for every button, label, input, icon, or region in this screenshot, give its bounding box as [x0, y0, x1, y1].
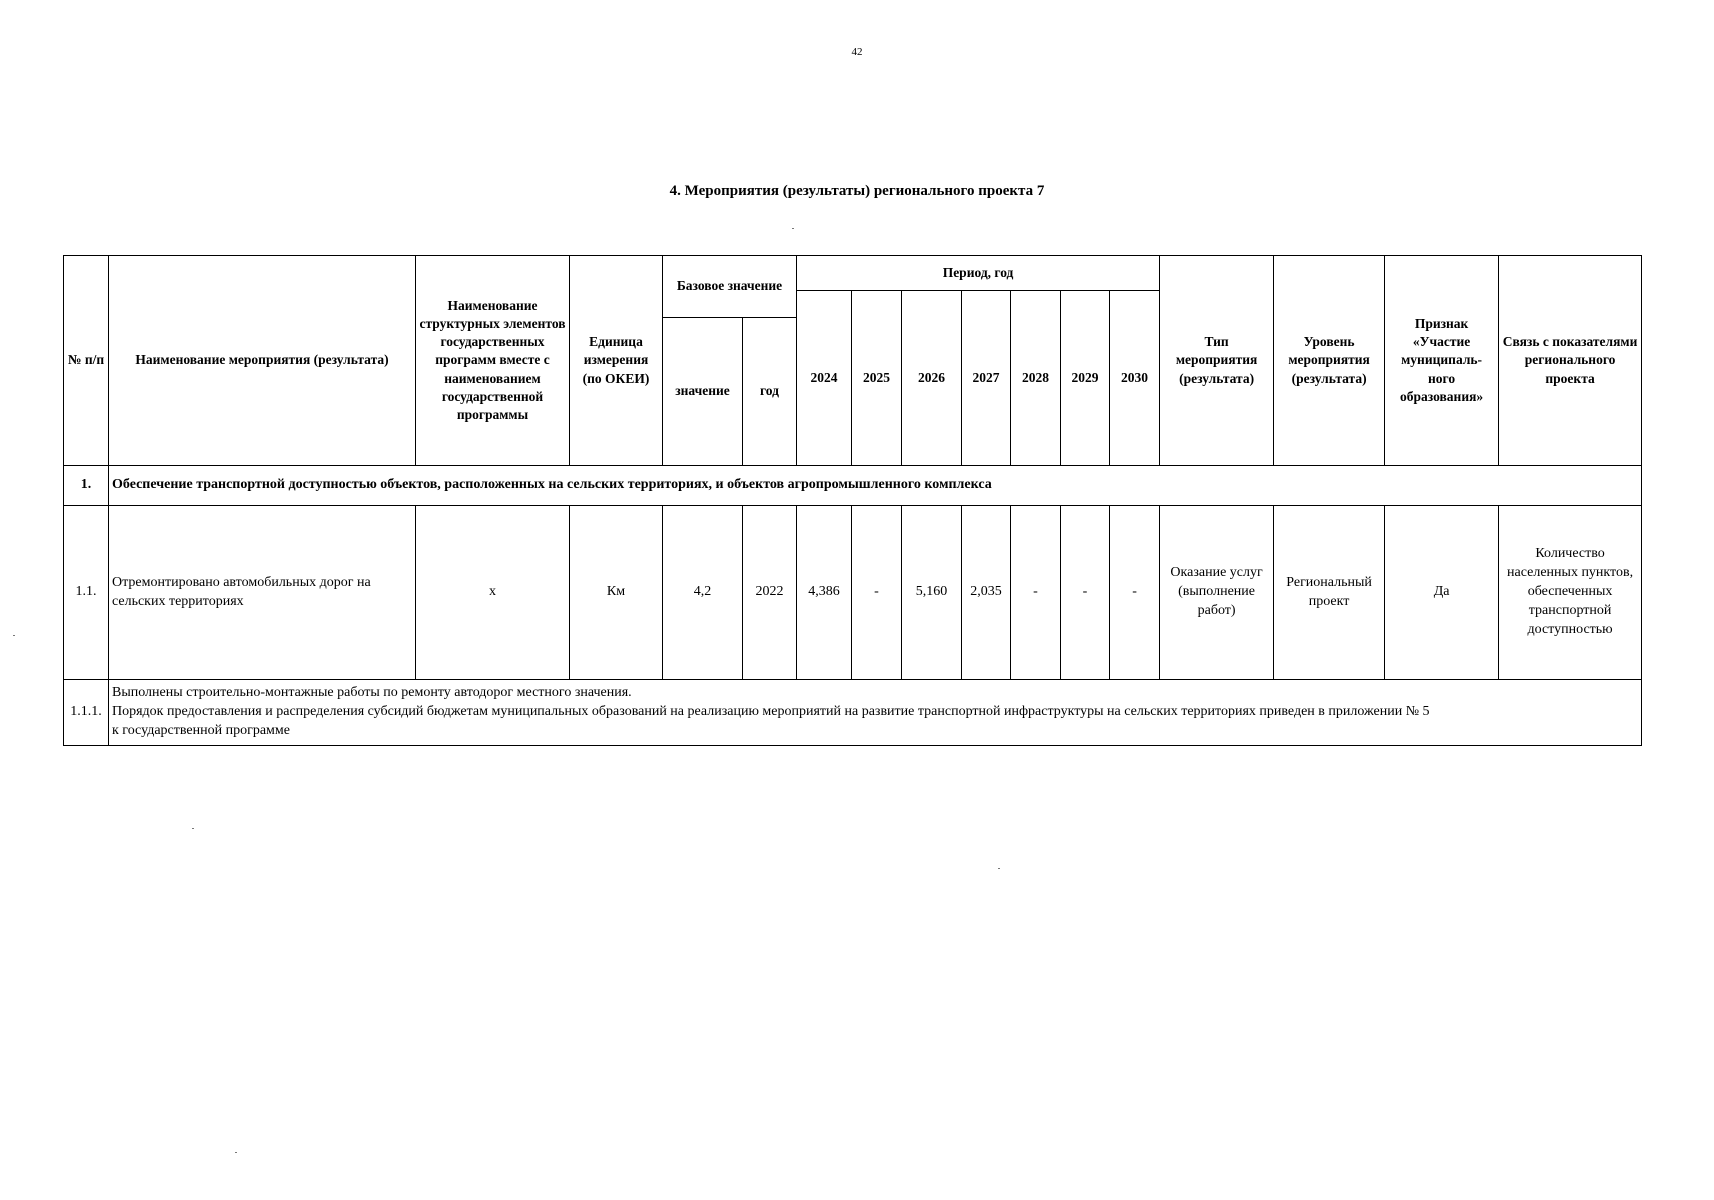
note-line: к государственной программе — [112, 722, 290, 738]
header-name: Наименование мероприятия (результата) — [109, 256, 416, 466]
row-unit: Км — [570, 506, 663, 680]
section-row — [64, 466, 1642, 506]
scan-speck — [192, 828, 194, 829]
row-link: Количество населенных пунктов, обеспеченных транспортной доступностью — [1499, 506, 1642, 680]
section-num: 1. — [64, 466, 109, 506]
row-base-year: 2022 — [743, 506, 797, 680]
header-num: № п/п — [64, 256, 109, 466]
row-value-2029: - — [1061, 506, 1110, 680]
note-line: Выполнены строительно-монтажные работы по ремонту автодорог местного значения. — [112, 685, 632, 701]
note-line: Порядок предоставления и распределения субсидий бюджетам муниципальных образований на реализацию мероприятий на развитие транспортной инфраструктуры на сельских территориях приведен в приложении № 5 — [112, 704, 1430, 720]
row-structural: х — [416, 506, 570, 680]
scan-speck — [792, 228, 794, 229]
row-value-2026: 5,160 — [902, 506, 962, 680]
header-period: Период, год — [797, 256, 1160, 291]
table-row — [64, 506, 1642, 680]
row-level: Региональный проект — [1274, 506, 1385, 680]
scan-speck — [998, 868, 1000, 869]
results-table — [63, 255, 1642, 746]
header-year-2026: 2026 — [902, 291, 962, 466]
header-structural: Наименование структурных элементов государственных программ вместе с наименованием государственной программы — [416, 256, 570, 466]
header-sign: Признак «Участие муниципаль-ного образования» — [1385, 256, 1499, 466]
header-base: Базовое значение — [663, 256, 797, 318]
row-value-2027: 2,035 — [962, 506, 1011, 680]
header-level: Уровень мероприятия (результата) — [1274, 256, 1385, 466]
row-name: Отремонтировано автомобильных дорог на сельских территориях — [109, 506, 416, 680]
row-value-2030: - — [1110, 506, 1160, 680]
page-number: 42 — [851, 46, 863, 58]
note-text — [109, 680, 1642, 746]
scan-speck — [235, 1152, 237, 1153]
row-sign: Да — [1385, 506, 1499, 680]
row-value-2024: 4,386 — [797, 506, 852, 680]
row-base-value: 4,2 — [663, 506, 743, 680]
header-year-2024: 2024 — [797, 291, 852, 466]
row-type: Оказание услуг (выполнение работ) — [1160, 506, 1274, 680]
header-link: Связь с показателями регионального проекта — [1499, 256, 1642, 466]
note-num: 1.1.1. — [64, 680, 109, 746]
row-value-2028: - — [1011, 506, 1061, 680]
header-year-2028: 2028 — [1011, 291, 1061, 466]
header-year-2030: 2030 — [1110, 291, 1160, 466]
header-year-2027: 2027 — [962, 291, 1011, 466]
note-row — [64, 680, 1642, 746]
header-base-value: значение — [663, 318, 743, 466]
header-type: Тип мероприятия (результата) — [1160, 256, 1274, 466]
row-num: 1.1. — [64, 506, 109, 680]
header-year-2029: 2029 — [1061, 291, 1110, 466]
document-title: 4. Мероприятия (результаты) регионального проекта 7 — [669, 183, 1045, 199]
header-year-2025: 2025 — [852, 291, 902, 466]
section-title: Обеспечение транспортной доступностью объектов, расположенных на сельских территориях, и объектов агропромышленного комплекса — [109, 466, 1642, 506]
header-base-year: год — [743, 318, 797, 466]
header-unit: Единица измерения (по ОКЕИ) — [570, 256, 663, 466]
row-value-2025: - — [852, 506, 902, 680]
scan-speck — [13, 635, 15, 636]
